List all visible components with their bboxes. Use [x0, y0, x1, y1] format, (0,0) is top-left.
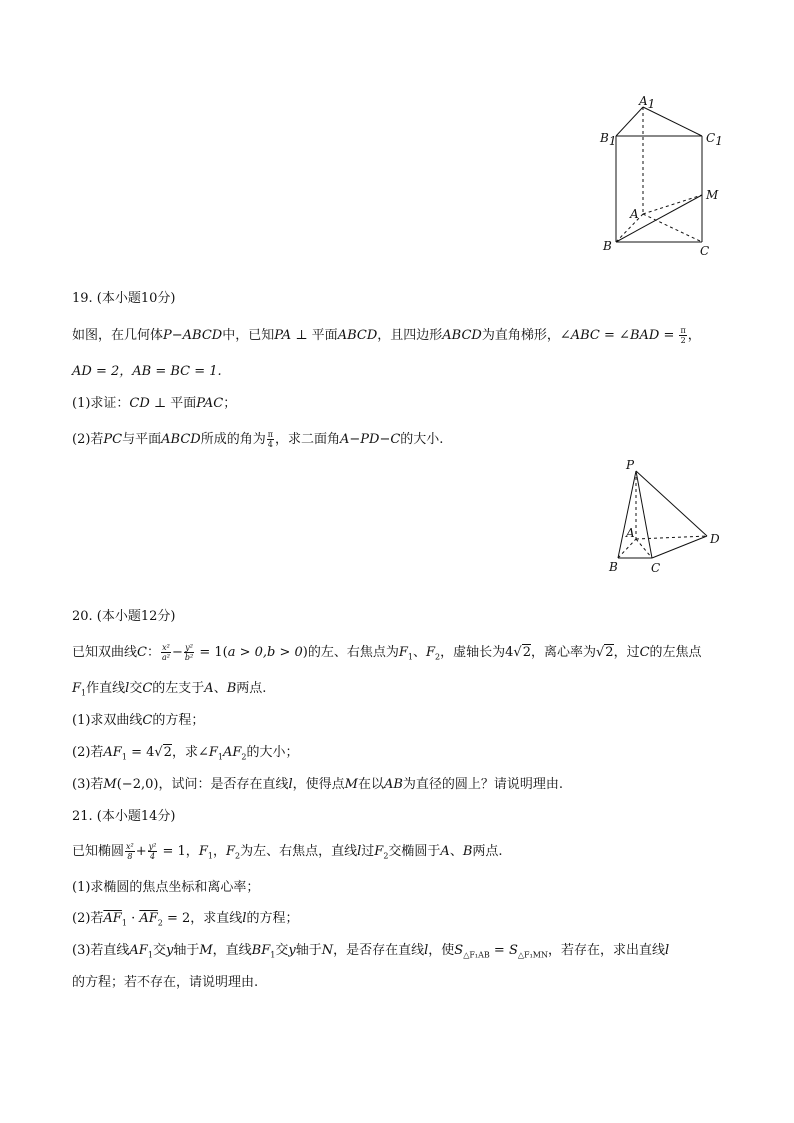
label-c: C [651, 561, 661, 575]
edge-b1-a1 [616, 107, 643, 136]
q20-line1: 已知双曲线C： $\frac{\text{x²}}{\text{a²}}$ − $\frac{\text{y²}}{\text{b²}}$ = 1(a > 0,b > 0)的左、右焦点为$F_1$、$F_2$，虚轴长为4√2，离心率为√2，过C的左焦点 [72, 643, 702, 662]
q21-part1: (1)求椭圆的焦点坐标和离心率； [72, 880, 260, 895]
q21-part3-cont: 的方程；若不存在，请说明理由. [72, 975, 259, 990]
edge-c-d [652, 536, 707, 558]
fraction-x2-a2: $\frac{\text{x²}}{\text{a²}}$ [161, 643, 170, 662]
q19-line1: 如图，在几何体P−ABCD中，已知PA ⊥ 平面ABCD，且四边形ABCD为直角梯形，∠ABC = ∠BAD = $\frac{\pi}{2}$ ， [72, 326, 701, 345]
q21-part3: (3)若直线$AF_1$交y轴于M，直线$BF_1$交y轴于N，是否存在直线l，使$S_{\triangle F_1AB} = S_{\triangle F_1MN}$，若存在，求出直线l [72, 943, 670, 960]
label-c1: C1 [706, 131, 723, 148]
edge-a-c-hidden [643, 214, 702, 242]
fraction-y2-b2: $\frac{\text{y²}}{\text{b²}}$ [184, 643, 194, 662]
label-d: D [710, 532, 720, 546]
pyramid-figure [602, 455, 732, 580]
q19-part1: (1)求证：CD ⊥ 平面PAC； [72, 396, 237, 411]
label-a1: A1 [639, 94, 656, 111]
q20-header: 20. (本小题12分) [72, 609, 176, 624]
edge-a-d-hidden [636, 536, 707, 539]
edge-p-b [618, 471, 636, 558]
edge-b-a-hidden [618, 539, 636, 558]
label-b: B [609, 560, 618, 574]
fraction-x2-8: $\frac{\text{x²}}{8}$ [126, 842, 134, 861]
label-a: A [630, 207, 639, 221]
edge-a-c-hidden [636, 539, 652, 558]
q20-part1: (1)求双曲线C的方程； [72, 713, 205, 728]
label-c: C [700, 244, 710, 258]
label-b1: B1 [600, 131, 617, 148]
fraction-pi-2: $\frac{\pi}{2}$ [680, 326, 686, 345]
q19-part2: (2)若PC与平面ABCD所成的角为 $\frac{\pi}{4}$ ，求二面角A−PD−C的大小. [72, 430, 444, 449]
label-p: P [626, 458, 635, 472]
prism-figure [596, 92, 736, 262]
q20-part2: (2)若$AF_1 = 4√2$，求$\angle F_1AF_2$的大小； [72, 745, 299, 762]
edge-a1-c1 [643, 107, 702, 136]
q21-part2: (2)若$\overline{AF}_1 \cdot \overline{AF}_2 = 2$，求直线l的方程； [72, 911, 299, 928]
q20-part3: (3)若M(−2,0)，试问：是否存在直线l，使得点M在以AB为直径的圆上？请说明理由. [72, 777, 564, 792]
q19-line2: AD = 2，AB = BC = 1. [72, 364, 222, 379]
fraction-y2-4: $\frac{\text{y²}}{4}$ [148, 842, 157, 861]
q19-header: 19. (本小题10分) [72, 291, 176, 306]
q21-header: 21. (本小题14分) [72, 809, 176, 824]
label-b: B [603, 239, 612, 253]
q21-line1: 已知椭圆 $\frac{\text{x²}}{8}$ + $\frac{\text{y²}}{4}$ = 1，$F_1$，$F_2$为左、右焦点，直线l过$F_2$交椭圆于A、B两点. [72, 842, 503, 861]
fraction-pi-4: $\frac{\pi}{4}$ [267, 430, 273, 449]
q20-line2: $F_1$作直线l交C的左支于A、B两点. [72, 681, 267, 698]
label-a: A [626, 526, 635, 540]
label-m: M [706, 188, 719, 202]
edge-b-m [616, 195, 702, 242]
